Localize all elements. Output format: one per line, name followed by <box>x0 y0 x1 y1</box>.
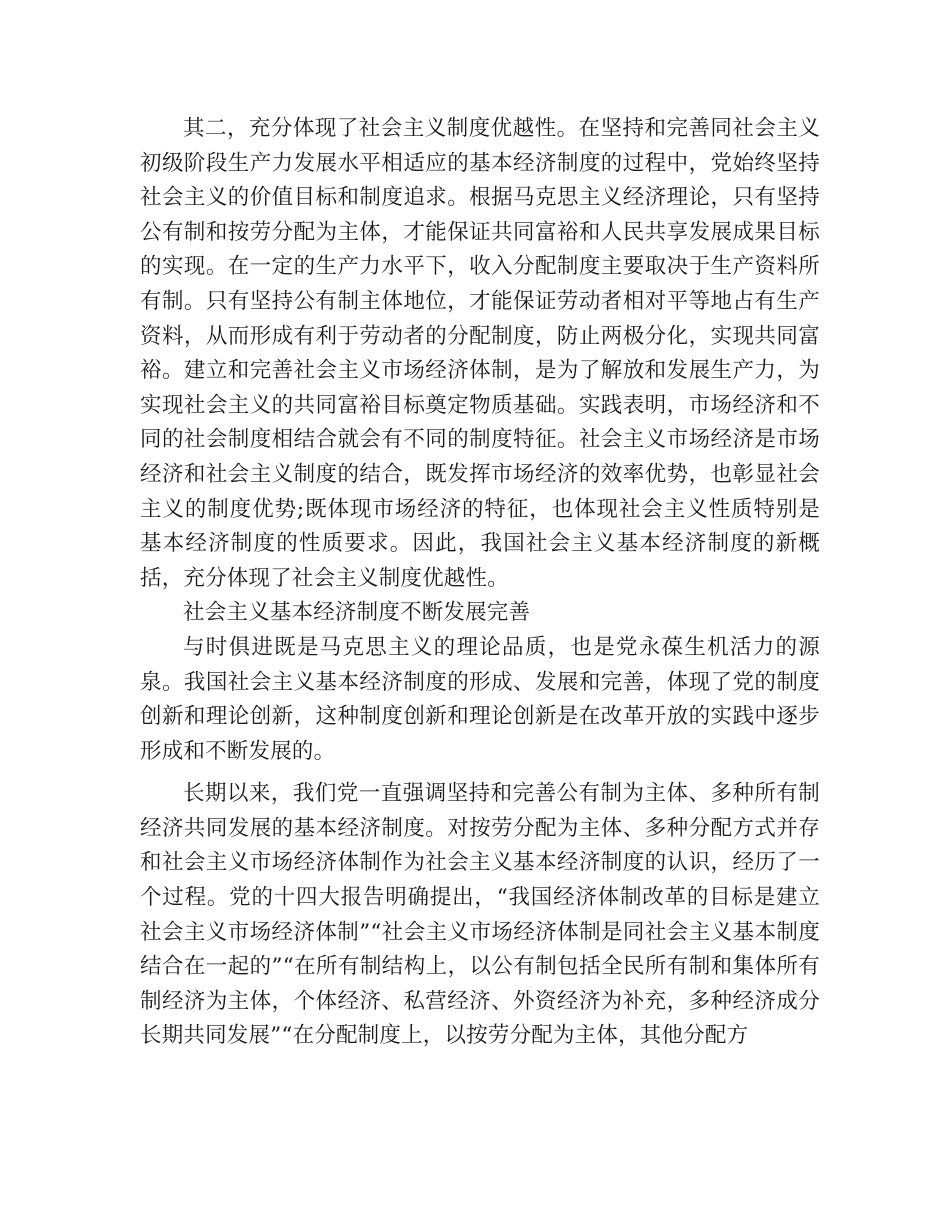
paragraph-superiority: 其二，充分体现了社会主义制度优越性。在坚持和完善同社会主义初级阶段生产力发展水平相适应的基本经济制度的过程中，党始终坚持社会主义的价值目标和制度追求。根据马克思主义经济理论，只有坚持公有制和按劳分配为主体，才能保证共同富裕和人民共享发展成果目标的实现。在一定的生产力水平下，收入分配制度主要取决于生产资料所有制。只有坚持公有制主体地位，才能保证劳动者相对平等地占有生产资料，从而形成有利于劳动者的分配制度，防止两极分化，实现共同富裕。建立和完善社会主义市场经济体制，是为了解放和发展生产力，为实现社会主义的共同富裕目标奠定物质基础。实践表明，市场经济和不同的社会制度相结合就会有不同的制度特征。社会主义市场经济是市场经济和社会主义制度的结合，既发挥市场经济的效率优势，也彰显社会主义的制度优势;既体现市场经济的特征，也体现社会主义性质特别是基本经济制度的性质要求。因此，我国社会主义基本经济制度的新概括，充分体现了社会主义制度优越性。 <box>140 116 820 591</box>
section-heading: 社会主义基本经济制度不断发展完善 <box>183 600 531 626</box>
document-body <box>140 112 820 1054</box>
paragraph-keeping-pace: 与时俱进既是马克思主义的理论品质，也是党永葆生机活力的源泉。我国社会主义基本经济制度的形成、发展和完善，体现了党的制度创新和理论创新，这种制度创新和理论创新是在改革开放的实践中逐步形成和不断发展的。 <box>140 634 820 764</box>
paragraph-long-term: 长期以来，我们党一直强调坚持和完善公有制为主体、多种所有制经济共同发展的基本经济制度。对按劳分配为主体、多种分配方式并存和社会主义市场经济体制作为社会主义基本经济制度的认识，经历了一个过程。党的十四大报告明确提出，“我国经济体制改革的目标是建立社会主义市场经济体制”“社会主义市场经济体制是同社会主义基本制度结合在一起的”“在所有制结构上，以公有制包括全民所有制和集体所有制经济为主体，个体经济、私营经济、外资经济为补充，多种经济成分长期共同发展”“在分配制度上，以按劳分配为主体，其他分配方 <box>140 781 820 1049</box>
